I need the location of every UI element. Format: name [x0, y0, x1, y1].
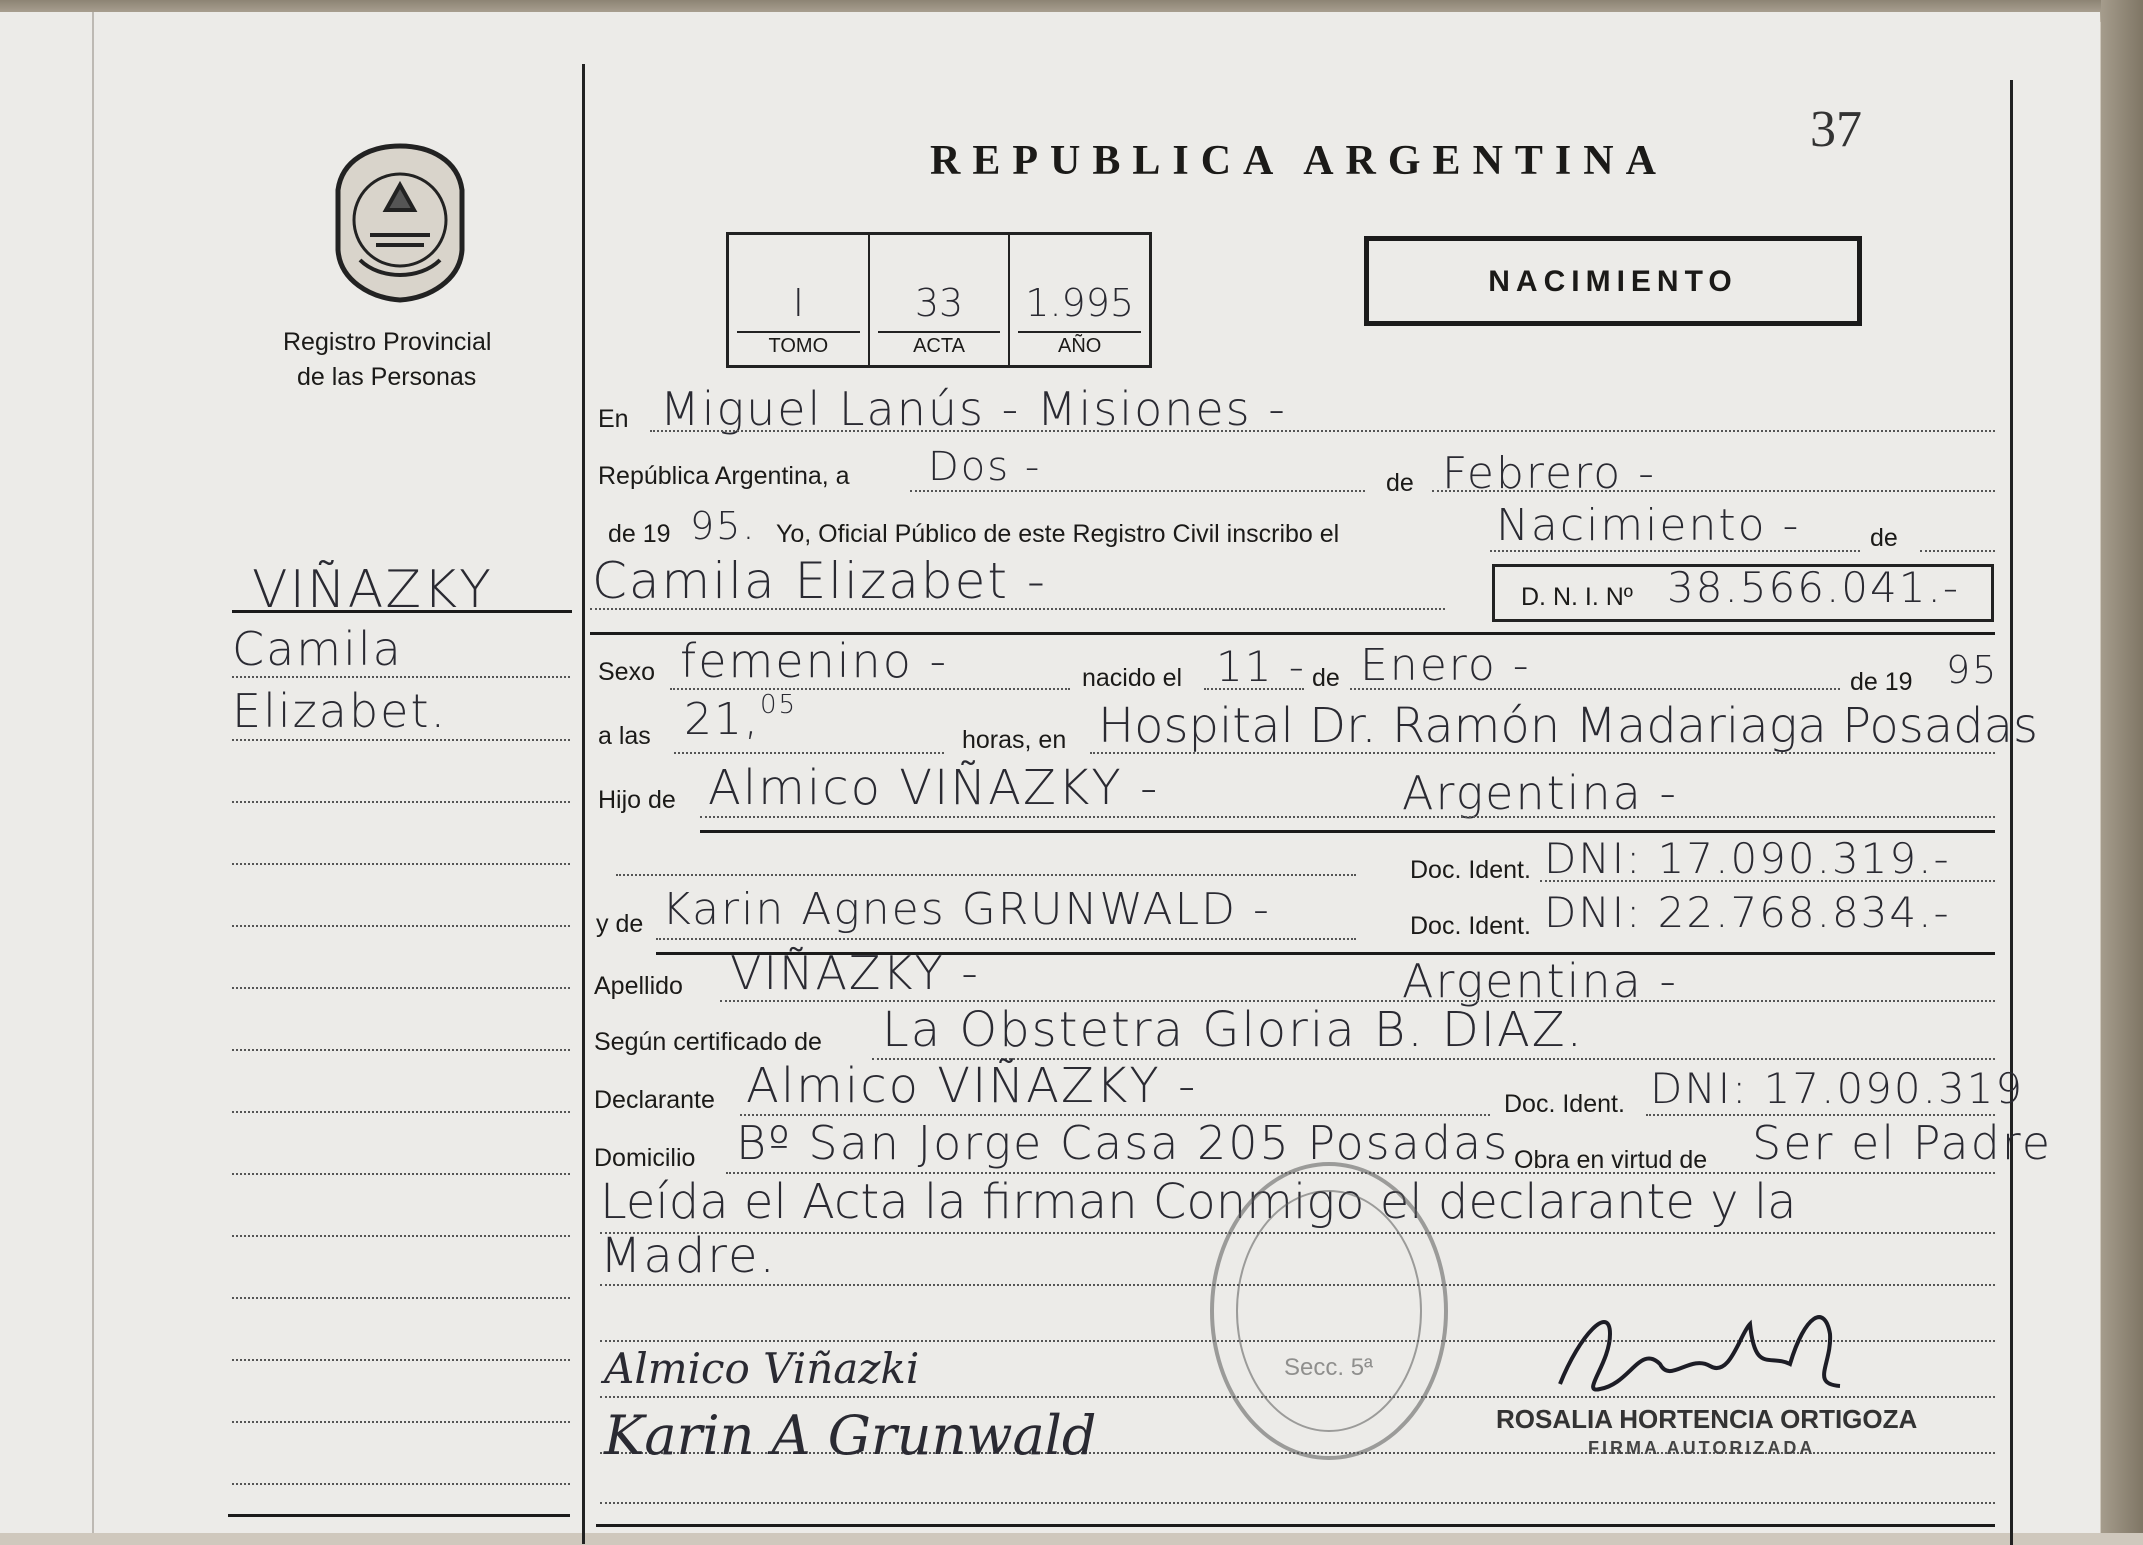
page-gutter	[92, 12, 94, 1533]
acta-value: 33	[914, 281, 964, 325]
value-lugar: Miguel Lanús - Misiones -	[660, 382, 1287, 436]
value-domicilio: Bº San Jorge Casa 205 Posadas	[736, 1116, 1510, 1170]
right-column-border	[2010, 80, 2013, 1545]
label-doc-ident-2: Doc. Ident.	[1410, 912, 1531, 940]
label-domicilio: Domicilio	[594, 1144, 696, 1172]
line-observacion-6	[600, 1502, 1995, 1504]
label-republica: República Argentina, a	[598, 462, 850, 490]
label-de19b: de 19	[1850, 668, 1913, 696]
line-dia-nac	[1204, 688, 1304, 690]
line-padre	[700, 816, 1995, 818]
label-obra: Obra en virtud de	[1514, 1146, 1708, 1174]
line-mes-nac	[1350, 688, 1840, 690]
line-madre	[656, 938, 1356, 940]
label-de-after: de	[1870, 524, 1898, 552]
margin-name1: Camila	[232, 622, 403, 676]
record-type: NACIMIENTO	[1488, 265, 1738, 298]
value-dia-nac: 11 -	[1216, 642, 1306, 691]
value-padre: Almico VIÑAZKY -	[708, 760, 1160, 816]
ano-label: AÑO	[1058, 335, 1102, 357]
value-nacionalidad-padre: Argentina -	[1402, 766, 1679, 820]
signature-madre: Karin A Grunwald	[604, 1404, 1097, 1467]
label-hijo-de: Hijo de	[598, 786, 676, 814]
registry-index-box	[726, 232, 1152, 368]
line-doc-padre-left	[616, 874, 1356, 876]
value-declarante: Almico VIÑAZKY -	[746, 1058, 1198, 1114]
value-observacion-2: Madre.	[600, 1228, 777, 1284]
stamp-secc: Secc. 5ª	[1284, 1354, 1373, 1381]
label-yo: Yo, Oficial Público de este Registro Civil inscribo el	[776, 520, 1340, 548]
label-nacido-el: nacido el	[1082, 664, 1183, 692]
official-signature-icon	[1540, 1294, 1870, 1414]
label-de-mes: de	[1386, 469, 1414, 497]
value-nacionalidad-madre: Argentina -	[1402, 954, 1679, 1008]
value-hora: 21,	[684, 694, 760, 745]
label-a-las: a las	[598, 722, 651, 750]
value-madre: Karin Agnes GRUNWALD -	[662, 884, 1271, 935]
value-minutos: 05	[760, 690, 798, 720]
label-de2: de	[1312, 664, 1340, 692]
tomo-label: TOMO	[768, 335, 829, 357]
value-tipo: Nacimiento -	[1496, 500, 1801, 551]
official-title: FIRMA AUTORIZADA	[1588, 1438, 1816, 1458]
line-sexo	[670, 688, 1070, 690]
margin-surname-underline	[232, 610, 572, 613]
left-column-border	[582, 64, 585, 1544]
signature-declarante: Almico Viñazki	[604, 1344, 920, 1393]
line-tipo	[1490, 550, 1860, 552]
value-certificado: La Obstetra Gloria B. DIAZ.	[882, 1002, 1584, 1058]
label-de19: de 19	[608, 520, 671, 548]
official-name: ROSALIA HORTENCIA ORTIGOZA	[1496, 1404, 1918, 1434]
label-sexo: Sexo	[598, 658, 655, 686]
label-en: En	[598, 405, 629, 433]
value-obra: Ser el Padre	[1752, 1116, 2052, 1170]
value-ano-nac: 95	[1946, 648, 1999, 692]
line-en	[650, 430, 1995, 432]
value-ano-registro: 95.	[690, 504, 757, 548]
label-apellido: Apellido	[594, 972, 683, 1000]
line-tipo-end	[1920, 550, 1995, 552]
value-doc-declarante: DNI: 17.090.319	[1650, 1064, 2025, 1113]
ano-value: 1.995	[1025, 281, 1135, 325]
tomo-cell	[729, 235, 870, 365]
margin-name2: Elizabet.	[232, 684, 448, 738]
value-doc-madre: DNI: 22.768.834.-	[1544, 888, 1951, 937]
value-sexo: femenino -	[680, 634, 949, 688]
tomo-value: I	[792, 281, 804, 325]
acta-label: ACTA	[913, 335, 965, 357]
section-rule-2	[700, 830, 1995, 833]
country-title: REPUBLICA ARGENTINA	[930, 138, 1668, 184]
line-mes	[1432, 490, 1995, 492]
label-doc-ident-3: Doc. Ident.	[1504, 1090, 1625, 1118]
label-dni: D. N. I. Nº	[1521, 583, 1633, 611]
line-nombre	[590, 608, 1445, 610]
dni-box	[1492, 564, 1994, 622]
line-hora	[674, 752, 944, 754]
book-edge	[2101, 0, 2143, 1533]
value-dia: Dos -	[928, 444, 1042, 490]
page-number: 37	[1810, 101, 1862, 158]
value-doc-padre: DNI: 17.090.319.-	[1544, 834, 1951, 883]
value-mes: Febrero -	[1442, 448, 1657, 499]
record-type-box	[1364, 236, 1862, 326]
value-observacion-1: Leída el Acta la firman Conmigo el declarante y la	[600, 1174, 1797, 1230]
margin-surname: VIÑAZKY	[252, 560, 493, 620]
official-stamp	[1210, 1162, 1448, 1460]
ano-cell	[1010, 235, 1149, 365]
label-segun: Según certificado de	[594, 1028, 822, 1056]
value-lugar-nac: Hospital Dr. Ramón Madariaga Posadas	[1098, 698, 2039, 754]
value-apellido: VIÑAZKY -	[730, 946, 980, 1000]
label-y-de: y de	[596, 910, 644, 938]
provincial-seal-icon	[330, 140, 470, 305]
label-doc-ident-1: Doc. Ident.	[1410, 856, 1531, 884]
line-doc-padre	[1540, 880, 1995, 882]
value-nombre: Camila Elizabet -	[592, 552, 1047, 610]
registry-name-line2: de las Personas	[297, 363, 477, 391]
line-dia	[910, 490, 1365, 492]
label-declarante: Declarante	[594, 1086, 715, 1114]
value-mes-nac: Enero -	[1360, 640, 1531, 691]
section-rule-bottom	[596, 1524, 1995, 1527]
label-horas-en: horas, en	[962, 726, 1067, 754]
acta-cell	[870, 235, 1011, 365]
value-dni: 38.566.041.-	[1667, 563, 1960, 612]
registry-name-line1: Registro Provincial	[283, 328, 492, 356]
line-lugar-nac	[1090, 752, 1995, 754]
certificate-page	[0, 12, 2100, 1533]
